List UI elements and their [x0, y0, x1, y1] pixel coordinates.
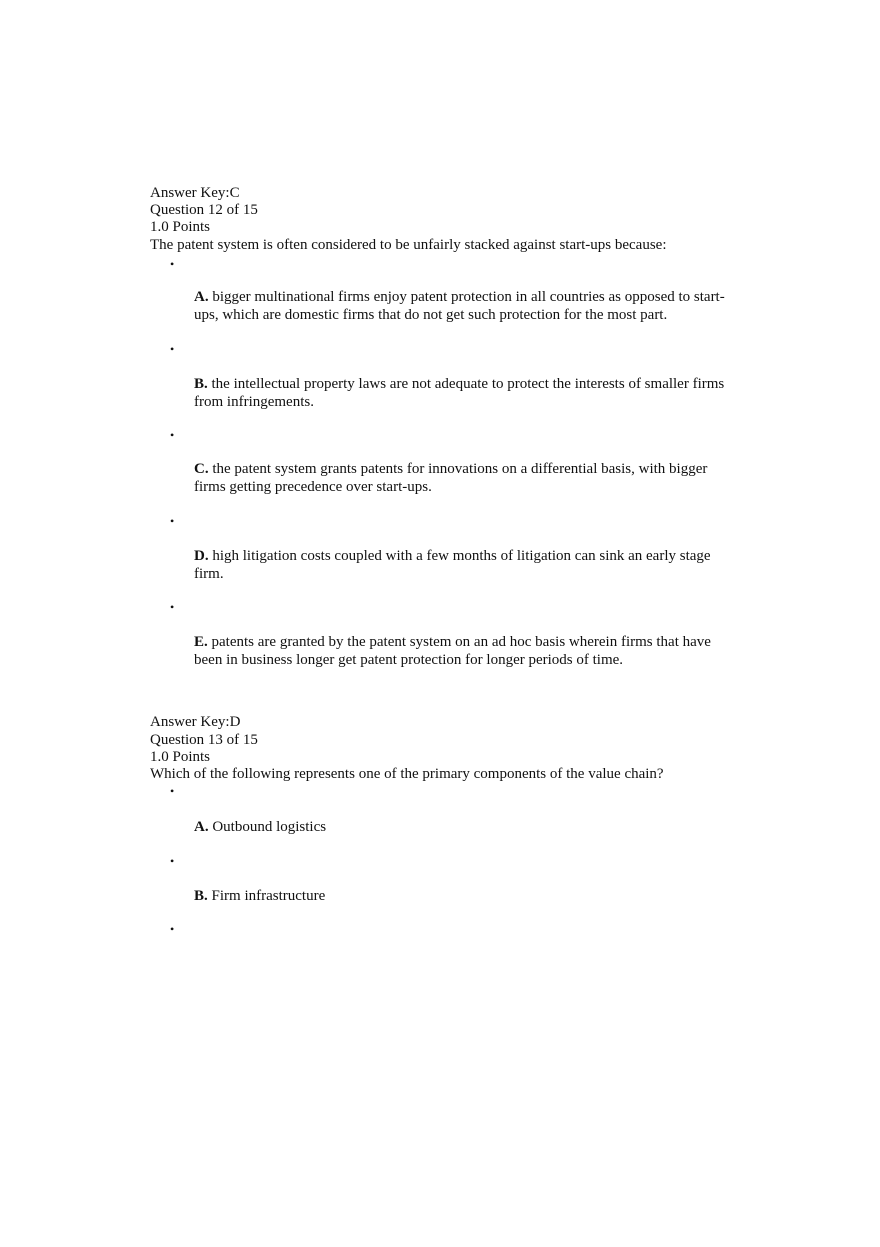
option-letter: E. [194, 634, 208, 650]
question-points: 1.0 Points [150, 219, 211, 235]
option-a[interactable] [194, 288, 734, 324]
bullet-icon: • [170, 854, 175, 868]
bullet-icon: • [170, 428, 175, 442]
question-number: Question 13 of 15 [150, 732, 258, 748]
option-text: from infringements. [194, 394, 314, 410]
answer-key: Answer Key:C [150, 185, 240, 201]
question-prompt: Which of the following represents one of the primary components of the value chain? [150, 766, 664, 782]
bullet-icon: • [170, 514, 175, 528]
bullet-icon: • [170, 922, 175, 936]
option-text: Outbound logistics [212, 819, 327, 835]
option-text: bigger multinational firms enjoy patent protection in all countries as opposed to start- [212, 289, 725, 305]
option-letter: B. [194, 376, 208, 392]
question-prompt: The patent system is often considered to be unfairly stacked against start-ups because: [150, 237, 667, 253]
option-text: ups, which are domestic firms that do not get such protection for the most part. [194, 307, 668, 323]
question-number: Question 12 of 15 [150, 202, 258, 218]
bullet-icon: • [170, 257, 175, 271]
option-text: firms getting precedence over start-ups. [194, 479, 432, 495]
bullet-icon: • [170, 600, 175, 614]
option-letter: B. [194, 888, 208, 904]
option-b[interactable] [194, 375, 734, 411]
option-text: the intellectual property laws are not adequate to protect the interests of smaller firms [211, 376, 725, 392]
option-letter: D. [194, 548, 209, 564]
option-d[interactable] [194, 547, 734, 583]
option-text: firm. [194, 566, 224, 582]
option-c[interactable] [194, 460, 734, 496]
option-text: high litigation costs coupled with a few months of litigation can sink an early stage [212, 548, 711, 564]
option-letter: A. [194, 289, 209, 305]
option-text: been in business longer get patent protection for longer periods of time. [194, 652, 624, 668]
bullet-icon: • [170, 784, 175, 798]
option-a[interactable] [194, 818, 734, 836]
option-letter: C. [194, 461, 209, 477]
option-text: patents are granted by the patent system on an ad hoc basis wherein firms that have [211, 634, 711, 650]
option-letter: A. [194, 819, 209, 835]
answer-key: Answer Key:D [150, 714, 241, 730]
option-b[interactable] [194, 887, 734, 905]
bullet-icon: • [170, 342, 175, 356]
option-text: the patent system grants patents for innovations on a differential basis, with bigger [212, 461, 708, 477]
option-text: Firm infrastructure [211, 888, 326, 904]
option-e[interactable] [194, 633, 734, 669]
question-points: 1.0 Points [150, 749, 211, 765]
